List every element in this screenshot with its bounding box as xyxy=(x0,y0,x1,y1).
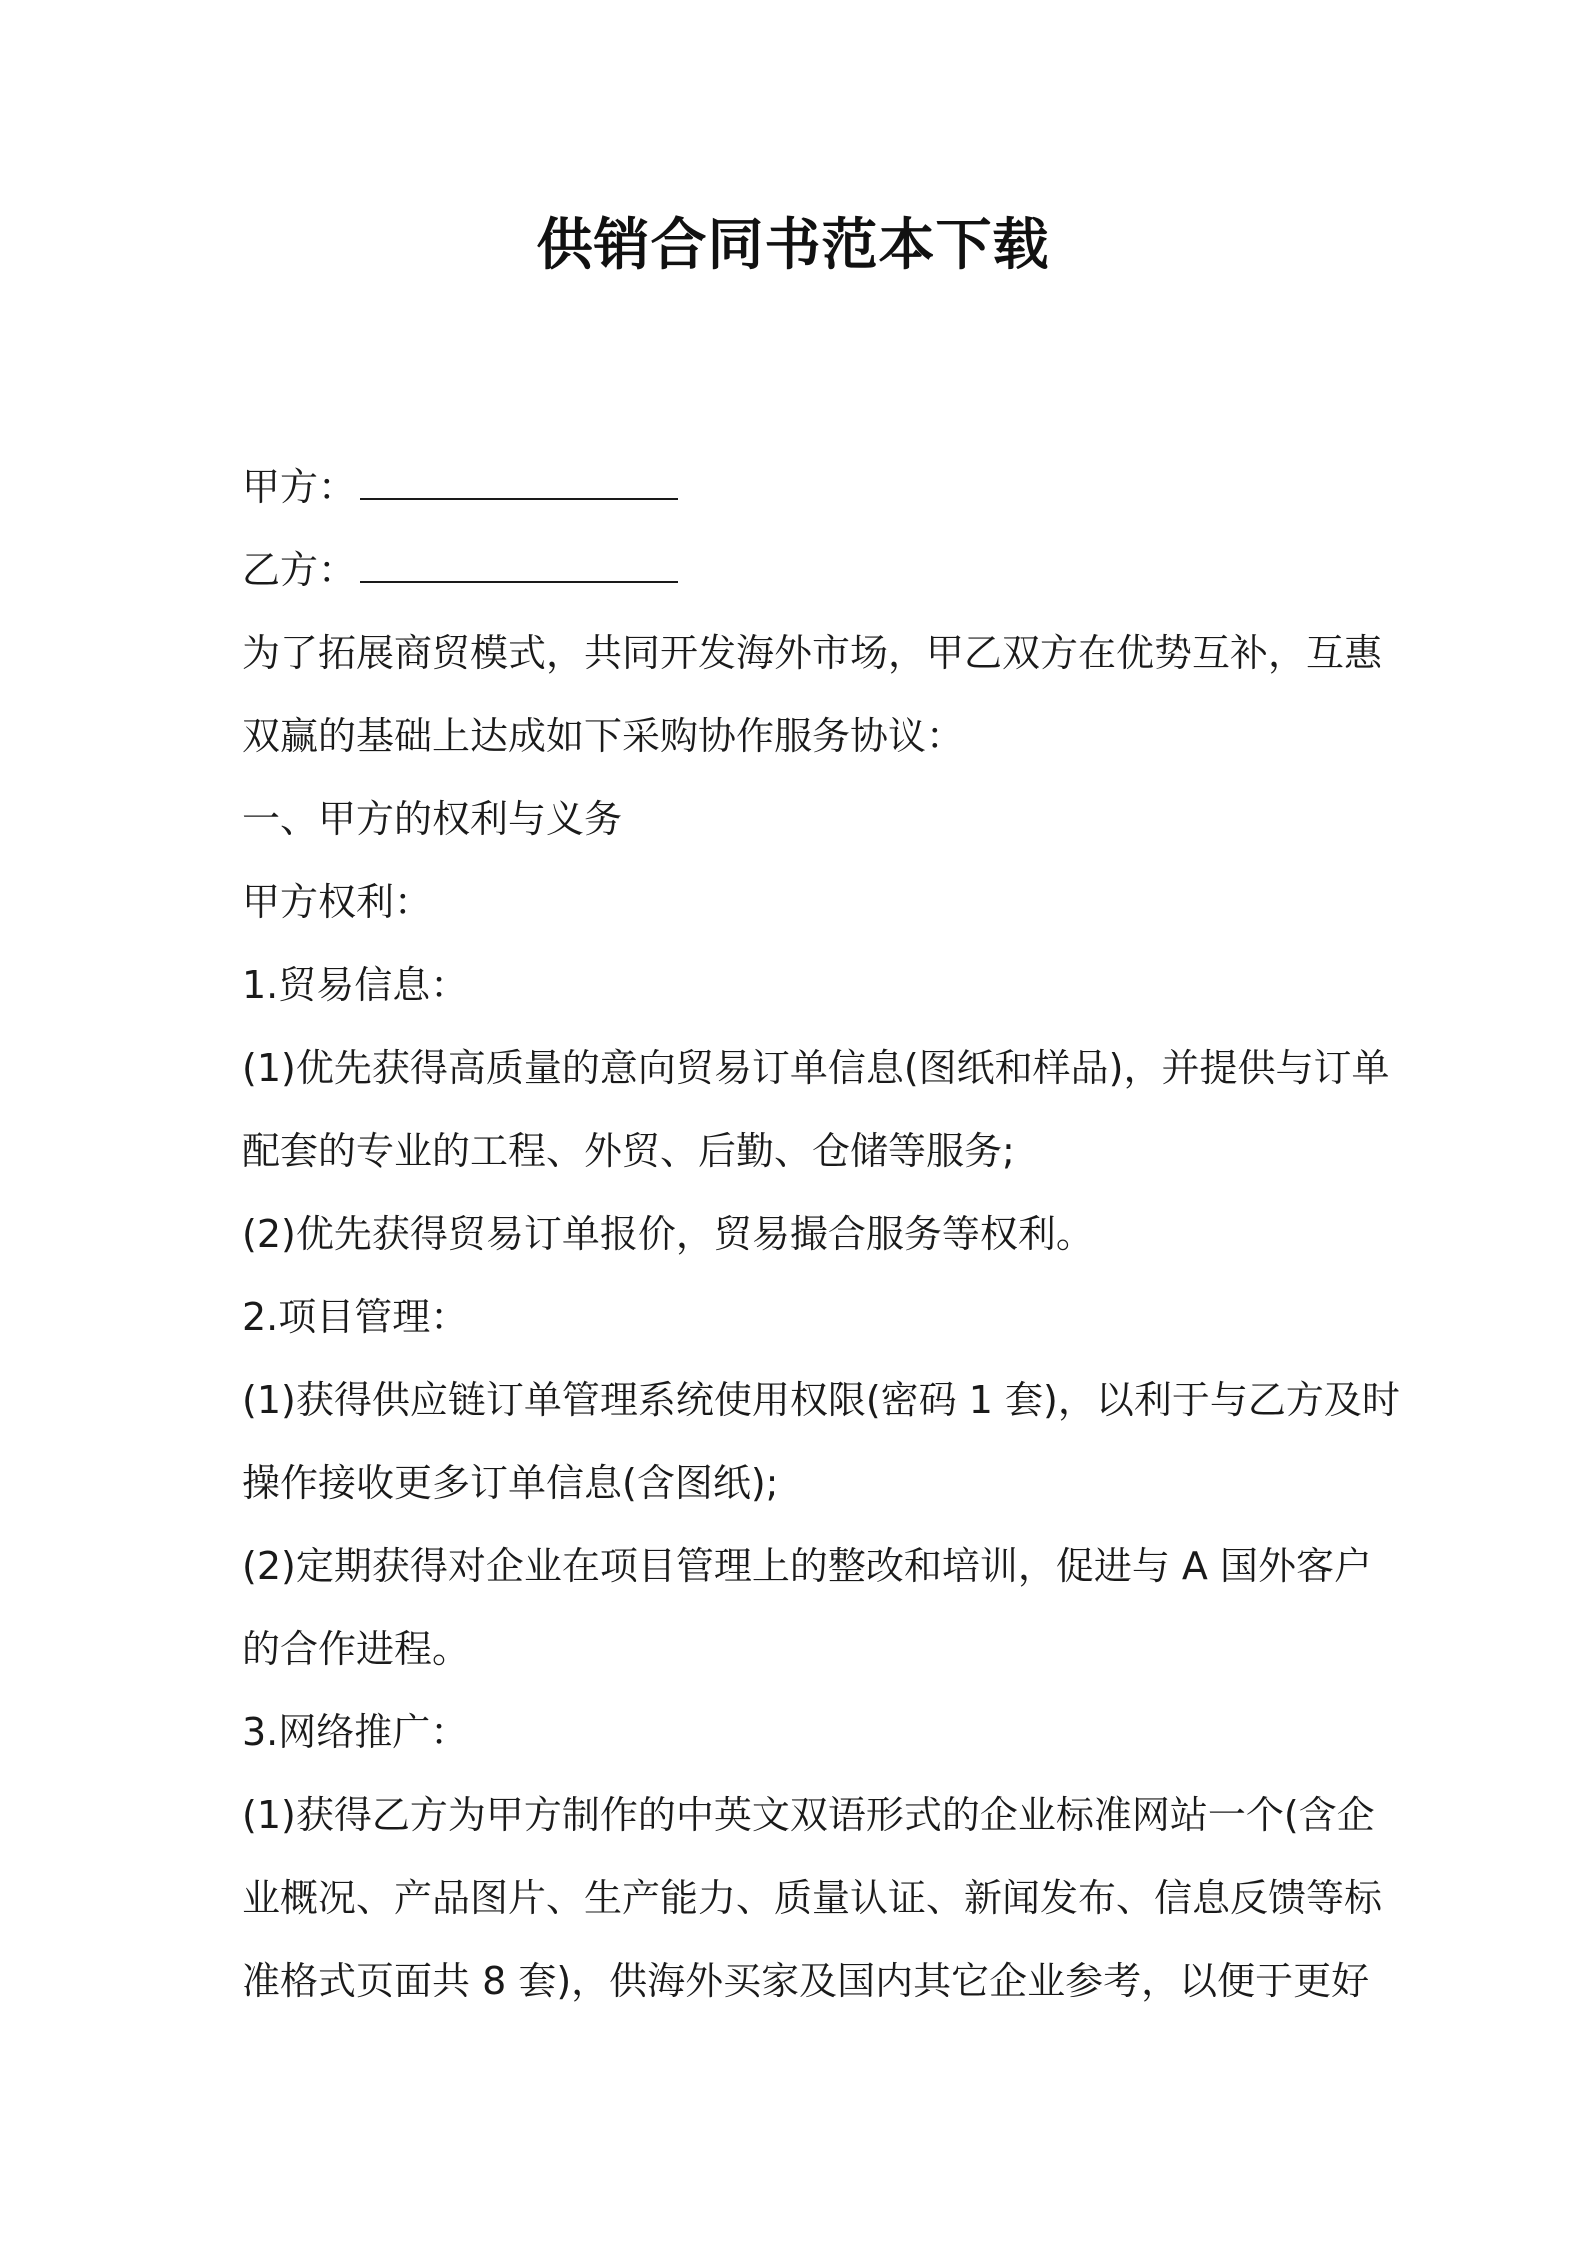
party-a-blank xyxy=(360,468,678,500)
paragraph-line: 双赢的基础上达成如下采购协作服务协议： xyxy=(242,714,965,758)
paragraph-line: (2)定期获得对企业在项目管理上的整改和培训，促进与 A 国外客户 xyxy=(242,1544,1372,1588)
paragraph-line: 的合作进程。 xyxy=(242,1627,471,1671)
party-b-blank xyxy=(360,551,678,583)
document-title: 供销合同书范本下载 xyxy=(536,213,1050,278)
paragraph-line: (1)优先获得高质量的意向贸易订单信息(图纸和样品)，并提供与订单 xyxy=(242,1046,1390,1090)
paragraph-line: 为了拓展商贸模式，共同开发海外市场，甲乙双方在优势互补，互惠 xyxy=(242,631,1383,675)
paragraph-line: 业概况、产品图片、生产能力、质量认证、新闻发布、信息反馈等标 xyxy=(242,1876,1383,1920)
paragraph-line: 操作接收更多订单信息(含图纸); xyxy=(242,1461,779,1505)
clause-heading: 3.网络推广： xyxy=(242,1710,469,1754)
paragraph-line: 配套的专业的工程、外贸、后勤、仓储等服务; xyxy=(242,1129,1015,1173)
party-a-label: 甲方： xyxy=(242,465,357,509)
section-heading: 一、甲方的权利与义务 xyxy=(242,797,623,841)
paragraph-line: (1)获得乙方为甲方制作的中英文双语形式的企业标准网站一个(含企 xyxy=(242,1793,1375,1837)
clause-heading: 1.贸易信息： xyxy=(242,963,469,1007)
subsection-heading: 甲方权利： xyxy=(242,880,433,924)
paragraph-line: 准格式页面共 8 套)，供海外买家及国内其它企业参考，以便于更好 xyxy=(242,1959,1370,2003)
document-body xyxy=(242,446,1400,2023)
party-b-label: 乙方： xyxy=(242,548,357,592)
paragraph-line: (2)优先获得贸易订单报价，贸易撮合服务等权利。 xyxy=(242,1212,1094,1256)
party-a-line xyxy=(242,446,1360,529)
party-b-line xyxy=(242,529,1360,612)
paragraph-line: (1)获得供应链订单管理系统使用权限(密码 1 套)，以利于与乙方及时 xyxy=(242,1378,1400,1422)
clause-heading: 2.项目管理： xyxy=(242,1295,469,1339)
